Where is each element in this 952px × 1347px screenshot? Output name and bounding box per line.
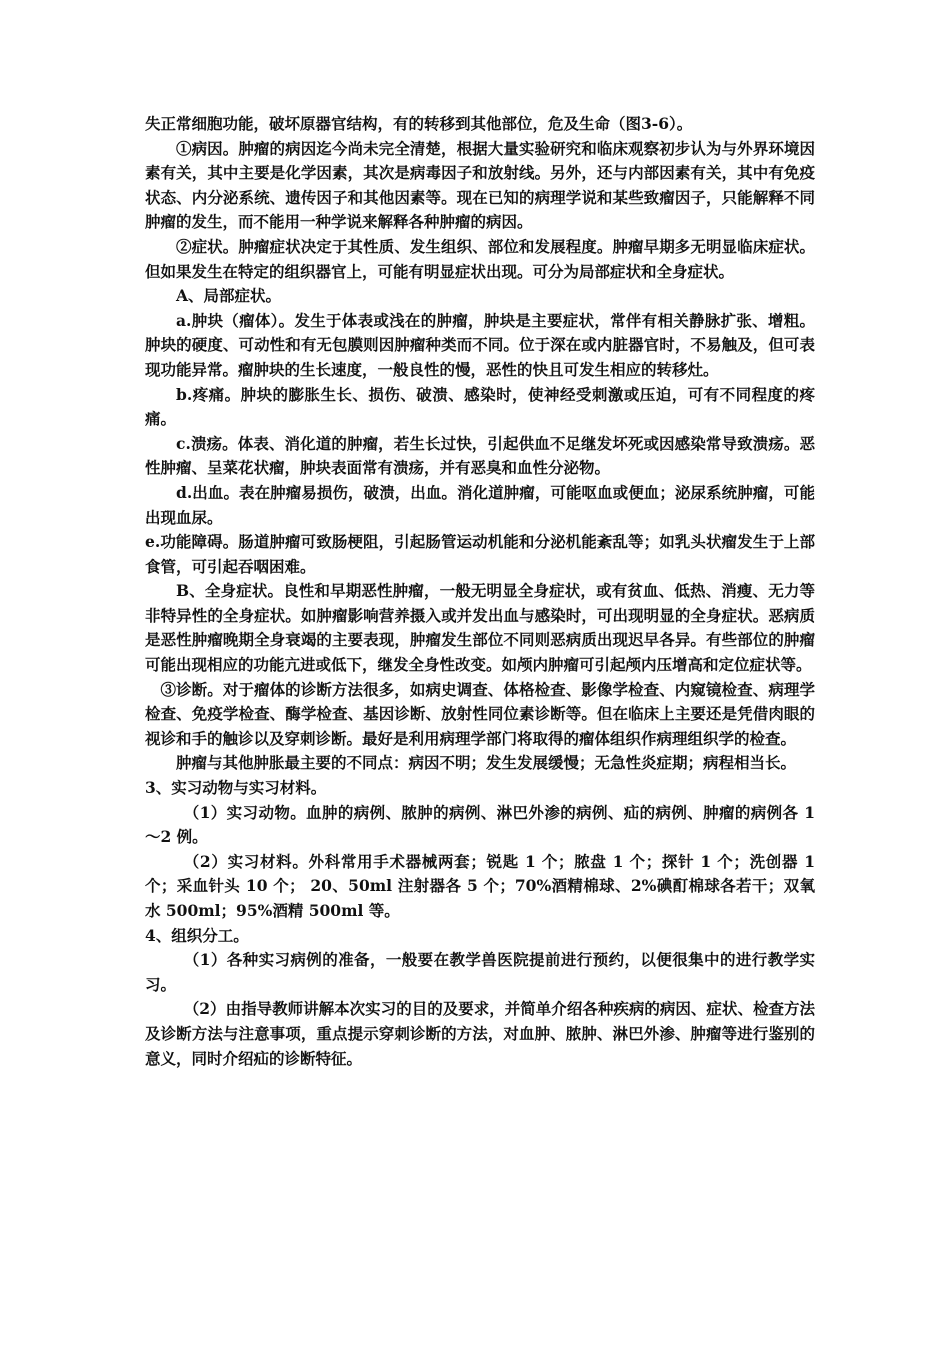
paragraph-bleeding: d.出血。表在肿瘤易损伤，破溃，出血。消化道肿瘤，可能呕血或便血；泌尿系统肿瘤，可能出现血尿。	[145, 482, 815, 527]
paragraph-symptoms: ②症状。肿瘤症状决定于其性质、发生组织、部位和发展程度。肿瘤早期多无明显临床症状。但如果发生在特定的组织器官上，可能有明显症状出现。可分为局部症状和全身症状。	[145, 236, 815, 281]
paragraph-differences: 肿瘤与其他肿胀最主要的不同点：病因不明；发生发展缓慢；无急性炎症期；病程相当长。	[176, 753, 797, 773]
document-body	[145, 112, 815, 1071]
heading-local-symptoms: A、局部症状。	[176, 286, 282, 306]
paragraph-pain: b.疼痛。肿块的膨胀生长、损伤、破溃、感染时，使神经受刺激或压迫，可有不同程度的疼痛。	[145, 384, 815, 429]
paragraph-dysfunction: e.功能障碍。肠道肿瘤可致肠梗阻，引起肠管运动机能和分泌机能紊乱等；如乳头状瘤发生于上部食管，可引起吞咽困难。	[145, 532, 815, 576]
paragraph-ulcer: c.溃疡。体表、消化道的肿瘤，若生长过快，引起供血不足继发坏死或因感染常导致溃疡。恶性肿瘤、呈菜花状瘤，肿块表面常有溃疡，并有恶臭和血性分泌物。	[145, 433, 815, 478]
paragraph-intro-continuation: 失正常细胞功能，破坏原器官结构，有的转移到其他部位，危及生命（图3-6）。	[145, 114, 693, 133]
paragraph-etiology: ①病因。肿瘤的病因迄今尚未完全清楚，根据大量实验研究和临床观察初步认为与外界环境因素有关，其中主要是化学因素，其次是病毒因子和放射线。另外，还与内部因素有关，其中有免疫状态、内分泌系统、遗传因子和其他因素等。现在已知的病理学说和某些致瘤因子，只能解释不同肿瘤的发生，而不能用一种学说来解释各种肿瘤的病因。	[145, 138, 815, 232]
heading-organization: 4、组织分工。	[145, 925, 249, 945]
paragraph-diagnosis: ③诊断。对于瘤体的诊断方法很多，如病史调查、体格检查、影像学检查、内窥镜检查、病理学检查、免疫学检查、酶学检查、基因诊断、放射性同位素诊断等。但在临床上主要还是凭借肉眼的视诊和手的触诊以及穿刺诊断。最好是利用病理学部门将取得的瘤体组织作病理组织学的检查。	[145, 679, 815, 748]
paragraph-preparation: （1）各种实习病例的准备，一般要在教学兽医院提前进行预约，以便很集中的进行教学实习。	[145, 950, 815, 994]
paragraph-mass: a.肿块（瘤体）。发生于体表或浅在的肿瘤，肿块是主要症状，常伴有相关静脉扩张、增粗。肿块的硬度、可动性和有无包膜则因肿瘤种类而不同。位于深在或内脏器官时，不易触及，但可表现功能异常。瘤肿块的生长速度，一般良性的慢，恶性的快且可发生相应的转移灶。	[145, 310, 815, 379]
paragraph-animals: （1）实习动物。血肿的病例、脓肿的病例、淋巴外渗的病例、疝的病例、肿瘤的病例各 1～2 例。	[145, 802, 815, 847]
paragraph-instruction: （2）由指导教师讲解本次实习的目的及要求，并简单介绍各种疾病的病因、症状、检查方法及诊断方法与注意事项，重点提示穿刺诊断的方法，对血肿、脓肿、淋巴外渗、肿瘤等进行鉴别的意义，同时介绍疝的诊断特征。	[145, 999, 815, 1068]
heading-animals-materials: 3、实习动物与实习材料。	[145, 778, 327, 798]
paragraph-materials: （2）实习材料。外科常用手术器械两套；锐匙 1 个；脓盘 1 个；探针 1 个；洗创器 1 个；采血针头 10 个； 20、50ml 注射器各 5 个；70%酒精棉球、2%碘酊棉球各若干；双氧水 500ml；95%酒精 500ml 等。	[145, 851, 815, 920]
paragraph-systemic-symptoms: B、全身症状。良性和早期恶性肿瘤，一般无明显全身症状，或有贫血、低热、消瘦、无力等非特异性的全身症状。如肿瘤影响营养摄入或并发出血与感染时，可出现明显的全身症状。恶病质是恶性肿瘤晚期全身衰竭的主要表现，肿瘤发生部位不同则恶病质出现迟早各异。有些部位的肿瘤可能出现相应的功能亢进或低下，继发全身性改变。如颅内肿瘤可引起颅内压增高和定位症状等。	[145, 581, 815, 675]
